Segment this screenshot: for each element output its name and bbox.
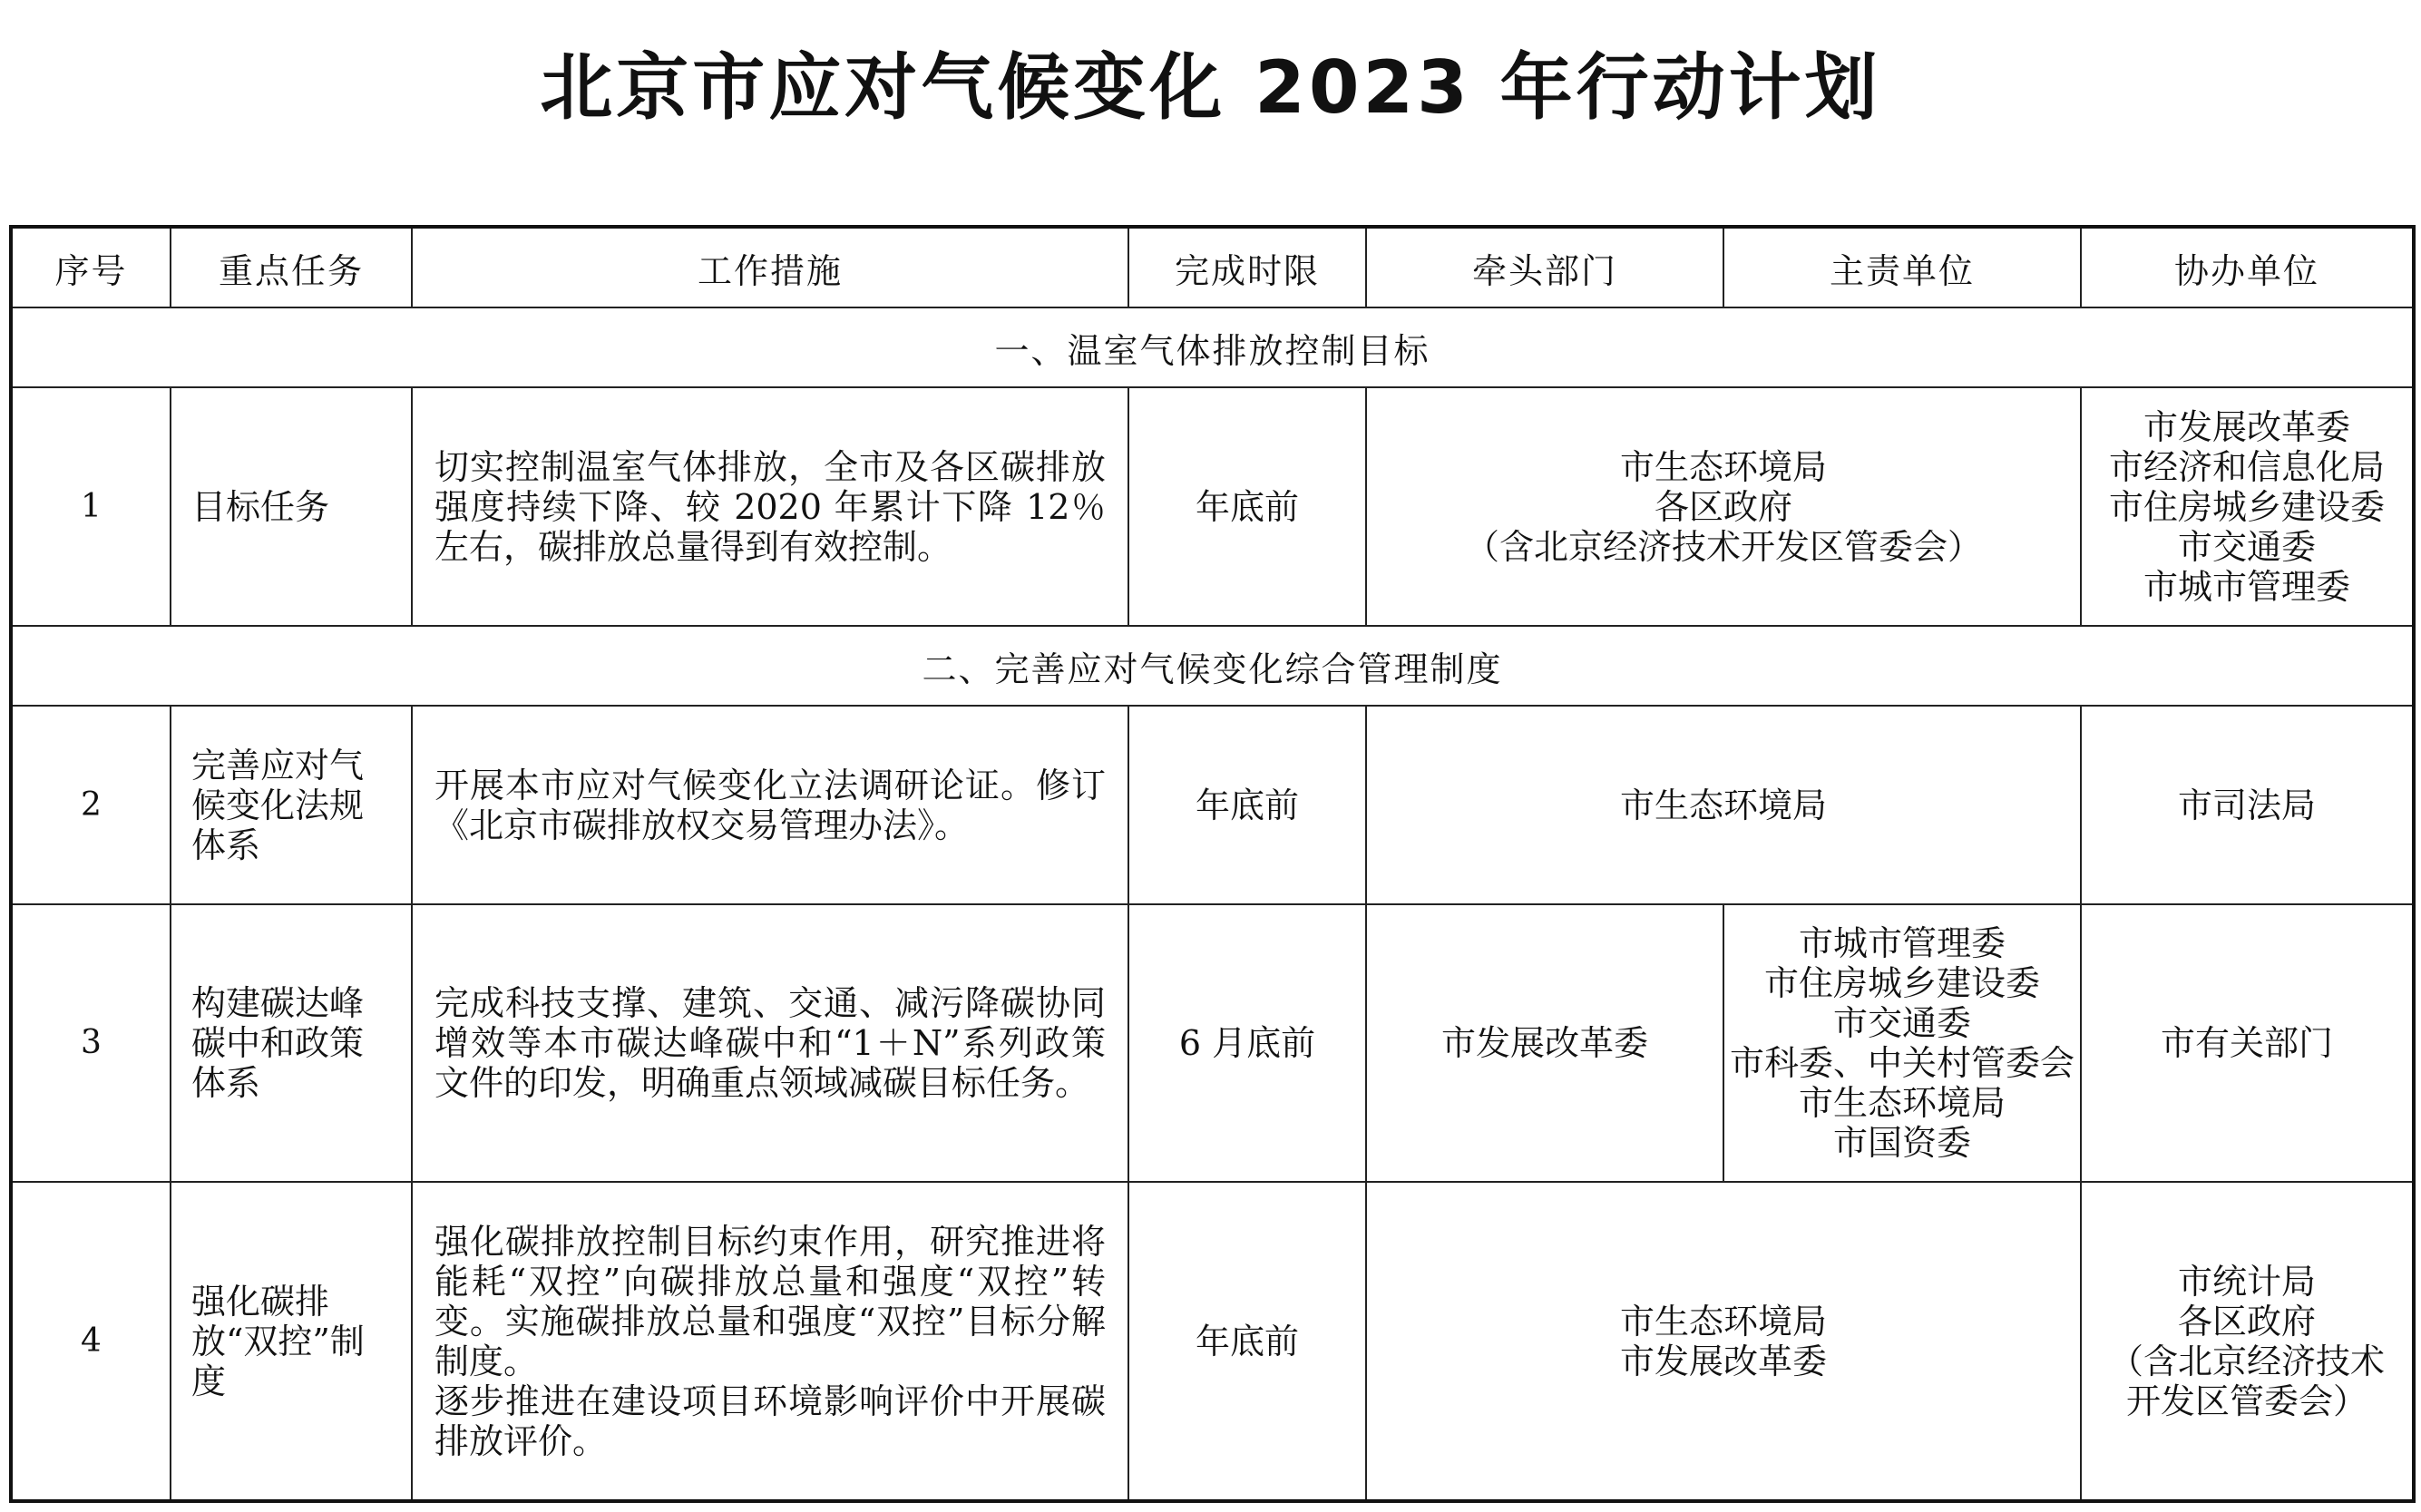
table-row xyxy=(11,1182,2414,1501)
row-lead-responsible xyxy=(1366,387,2081,626)
measure-text: 逐步推进在建设项目环境影响评价中开展碳排放评价。 xyxy=(434,1380,1106,1461)
measure-text: 完成科技支撑、建筑、交通、减污降碳协同增效等本市碳达峰碳中和“1＋N”系列政策文件的印发，明确重点领域减碳目标任务。 xyxy=(434,983,1106,1103)
unit-line: 市住房城乡建设委 xyxy=(1763,963,2040,1003)
measure-text: 切实控制温室气体排放，全市及各区碳排放强度持续下降、较 2020 年累计下降 12％左右，碳排放总量得到有效控制。 xyxy=(434,446,1106,567)
row-lead-responsible xyxy=(1366,1182,2081,1501)
row-task: 目标任务 xyxy=(171,387,412,626)
row-deadline: 年底前 xyxy=(1128,706,1366,904)
row-deadline: 年底前 xyxy=(1128,387,1366,626)
row-seq: 2 xyxy=(11,706,171,904)
table-row xyxy=(11,706,2414,904)
row-task: 强化碳排放“双控”制度 xyxy=(171,1182,412,1501)
row-seq: 1 xyxy=(11,387,171,626)
unit-line: 市城市管理委 xyxy=(2143,566,2350,607)
unit-line: 市交通委 xyxy=(1832,1003,1971,1043)
header-lead: 牵头部门 xyxy=(1366,227,1723,307)
unit-line: 市国资委 xyxy=(1832,1123,1971,1163)
unit-line: 市发展改革委 xyxy=(2143,406,2350,447)
row-lead xyxy=(1366,904,1723,1182)
row-seq: 3 xyxy=(11,904,171,1182)
unit-line: 市生态环境局 xyxy=(1619,785,1827,825)
header-task: 重点任务 xyxy=(171,227,412,307)
row-seq: 4 xyxy=(11,1182,171,1501)
unit-line: 市城市管理委 xyxy=(1798,923,2006,963)
unit-line: 各区政府 xyxy=(1654,486,1792,527)
unit-line: 市发展改革委 xyxy=(1440,1023,1648,1063)
unit-line: （含北京经济技术开发区管委会） xyxy=(2108,1341,2385,1421)
section-row xyxy=(11,626,2414,706)
unit-line: （含北京经济技术开发区管委会） xyxy=(1464,526,1982,567)
table-row xyxy=(11,387,2414,626)
measure-text: 强化碳排放控制目标约束作用，研究推进将能耗“双控”向碳排放总量和强度“双控”转变。实施碳排放总量和强度“双控”目标分解制度。 xyxy=(434,1221,1106,1381)
row-responsible xyxy=(1723,904,2081,1182)
table-row xyxy=(11,904,2414,1182)
action-plan-table xyxy=(9,225,2416,1503)
row-lead-responsible xyxy=(1366,706,2081,904)
row-task: 构建碳达峰碳中和政策体系 xyxy=(171,904,412,1182)
row-measures xyxy=(412,904,1128,1182)
unit-line: 各区政府 xyxy=(2177,1301,2316,1341)
row-assist xyxy=(2081,387,2414,626)
row-assist xyxy=(2081,1182,2414,1501)
header-responsible: 主责单位 xyxy=(1723,227,2081,307)
measure-text: 开展本市应对气候变化立法调研论证。修订《北京市碳排放权交易管理办法》。 xyxy=(434,765,1106,845)
section-title: 一、温室气体排放控制目标 xyxy=(11,307,2414,387)
unit-line: 市科委、中关村管委会 xyxy=(1729,1043,2074,1083)
row-deadline: 年底前 xyxy=(1128,1182,1366,1501)
header-measures: 工作措施 xyxy=(412,227,1128,307)
header-assist: 协办单位 xyxy=(2081,227,2414,307)
row-measures xyxy=(412,387,1128,626)
unit-line: 市生态环境局 xyxy=(1619,1301,1827,1341)
row-deadline: 6 月底前 xyxy=(1128,904,1366,1182)
unit-line: 市经济和信息化局 xyxy=(2108,446,2385,487)
row-measures xyxy=(412,706,1128,904)
unit-line: 市发展改革委 xyxy=(1619,1341,1827,1381)
row-task: 完善应对气候变化法规体系 xyxy=(171,706,412,904)
unit-line: 市住房城乡建设委 xyxy=(2108,486,2385,527)
unit-line: 市交通委 xyxy=(2177,526,2316,567)
unit-line: 市司法局 xyxy=(2177,785,2316,825)
header-deadline: 完成时限 xyxy=(1128,227,1366,307)
row-measures xyxy=(412,1182,1128,1501)
table-header-row xyxy=(11,227,2414,307)
page-title: 北京市应对气候变化 2023 年行动计划 xyxy=(540,45,1881,130)
header-seq: 序号 xyxy=(11,227,171,307)
unit-line: 市统计局 xyxy=(2177,1261,2316,1302)
unit-line: 市有关部门 xyxy=(2160,1023,2333,1063)
section-row xyxy=(11,307,2414,387)
section-title: 二、完善应对气候变化综合管理制度 xyxy=(11,626,2414,706)
row-assist xyxy=(2081,904,2414,1182)
unit-line: 市生态环境局 xyxy=(1619,446,1827,487)
row-assist xyxy=(2081,706,2414,904)
unit-line: 市生态环境局 xyxy=(1798,1083,2006,1123)
